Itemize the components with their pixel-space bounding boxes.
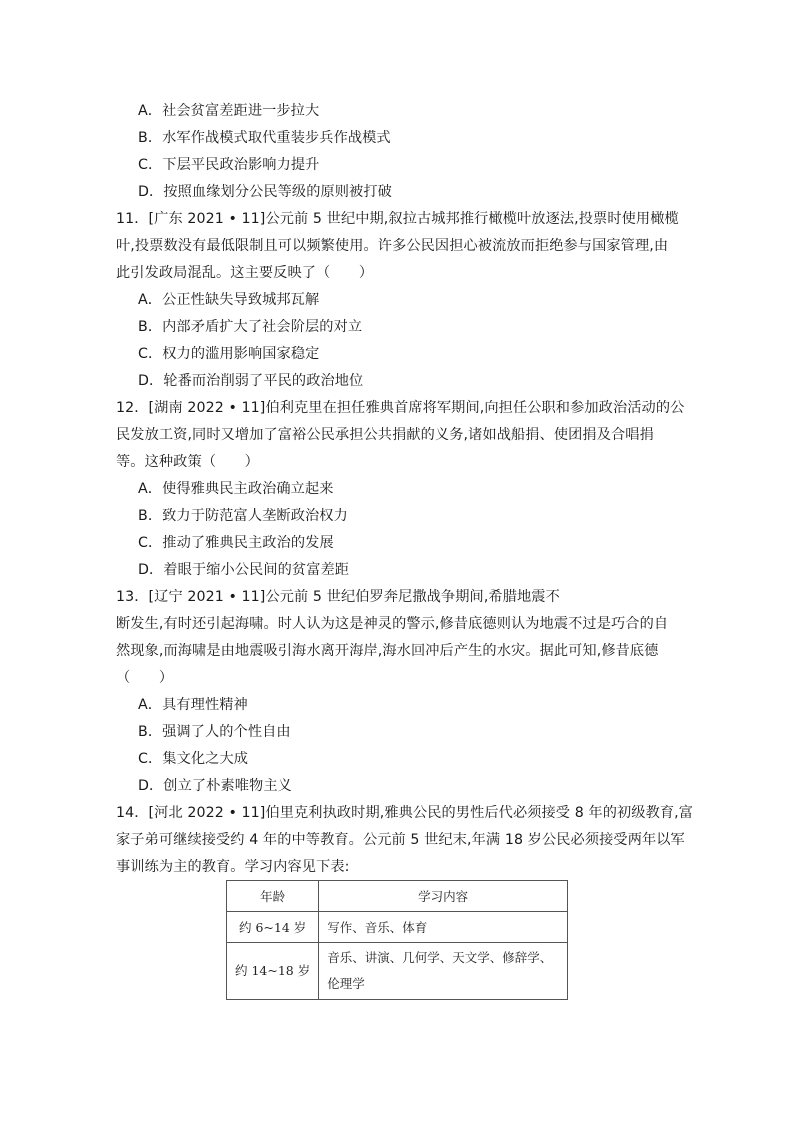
- cell-age: 约 14~18 岁: [227, 943, 319, 1000]
- q13-stem-line-4: （ ）: [116, 670, 174, 686]
- q14-stem-line-1: 14．[河北 2022 • 11]伯里克利执政时期,雅典公民的男性后代必须接受 8 年的初级教育,富: [116, 805, 694, 821]
- q11-stem-line-2: 叶,投票数没有最低限制且可以频繁使用。许多公民因担心被流放而拒绝参与国家管理,由: [116, 238, 669, 254]
- q13-stem-line-3: 然现象,而海啸是由地震吸引海水离开海岸,海水回冲后产生的水灾。据此可知,修昔底德: [116, 643, 659, 659]
- q12-option-a: A．使得雅典民主政治确立起来: [138, 481, 334, 497]
- q11-stem-line-3: 此引发政局混乱。这主要反映了（ ）: [116, 265, 374, 281]
- q13-option-c: C．集文化之大成: [138, 751, 249, 767]
- q10-option-a: A．社会贫富差距进一步拉大: [138, 103, 320, 119]
- q11-option-a: A．公正性缺失导致城邦瓦解: [138, 292, 320, 308]
- q13-option-a: A．具有理性精神: [138, 697, 248, 713]
- q12-stem-line-2: 民发放工资,同时又增加了富裕公民承担公共捐献的义务,诸如战船捐、使团捐及合唱捐: [116, 427, 654, 443]
- q11-stem-line-1: 11．[广东 2021 • 11]公元前 5 世纪中期,叙拉古城邦推行橄榄叶放逐法,投票时使用橄榄: [116, 211, 679, 227]
- q11-option-c: C．权力的滥用影响国家稳定: [138, 346, 320, 362]
- q11-option-d: D．轮番而治削弱了平民的政治地位: [138, 373, 364, 389]
- q13-option-d: D．创立了朴素唯物主义: [138, 778, 292, 794]
- cell-age: 约 6~14 岁: [227, 912, 319, 943]
- cell-content: 音乐、讲演、几何学、天文学、修辞学、伦理学: [319, 943, 568, 1000]
- table-row: [227, 912, 568, 943]
- q13-option-b: B．强调了人的个性自由: [138, 724, 291, 740]
- q14-stem-line-3: 事训练为主的教育。学习内容见下表:: [116, 859, 350, 875]
- q10-option-c: C．下层平民政治影响力提升: [138, 157, 320, 173]
- q13-stem-line-2: 断发生,有时还引起海啸。时人认为这是神灵的警示,修昔底德则认为地震不过是巧合的自: [116, 616, 669, 632]
- q12-option-d: D．着眼于缩小公民间的贫富差距: [138, 562, 350, 578]
- q11-option-b: B．内部矛盾扩大了社会阶层的对立: [138, 319, 363, 335]
- header-age: 年龄: [227, 881, 319, 912]
- q10-option-d: D．按照血缘划分公民等级的原则被打破: [138, 184, 392, 200]
- q12-option-b: B．致力于防范富人垄断政治权力: [138, 508, 348, 524]
- q12-option-c: C．推动了雅典民主政治的发展: [138, 535, 334, 551]
- header-content: 学习内容: [319, 881, 568, 912]
- table-header-row: [227, 881, 568, 912]
- study-content-table: [226, 880, 568, 1000]
- table-row: [227, 943, 568, 1000]
- q13-stem-line-1: 13．[辽宁 2021 • 11]公元前 5 世纪伯罗奔尼撒战争期间,希腊地震不: [116, 589, 560, 605]
- q10-option-b: B．水军作战模式取代重装步兵作战模式: [138, 130, 391, 146]
- cell-content: 写作、音乐、体育: [319, 912, 568, 943]
- q14-stem-line-2: 家子弟可继续接受约 4 年的中等教育。公元前 5 世纪末,年满 18 岁公民必须接受两年以军: [116, 832, 685, 848]
- q12-stem-line-1: 12．[湖南 2022 • 11]伯利克里在担任雅典首席将军期间,向担任公职和参加政治活动的公: [116, 400, 685, 416]
- q12-stem-line-3: 等。这种政策（ ）: [116, 454, 259, 470]
